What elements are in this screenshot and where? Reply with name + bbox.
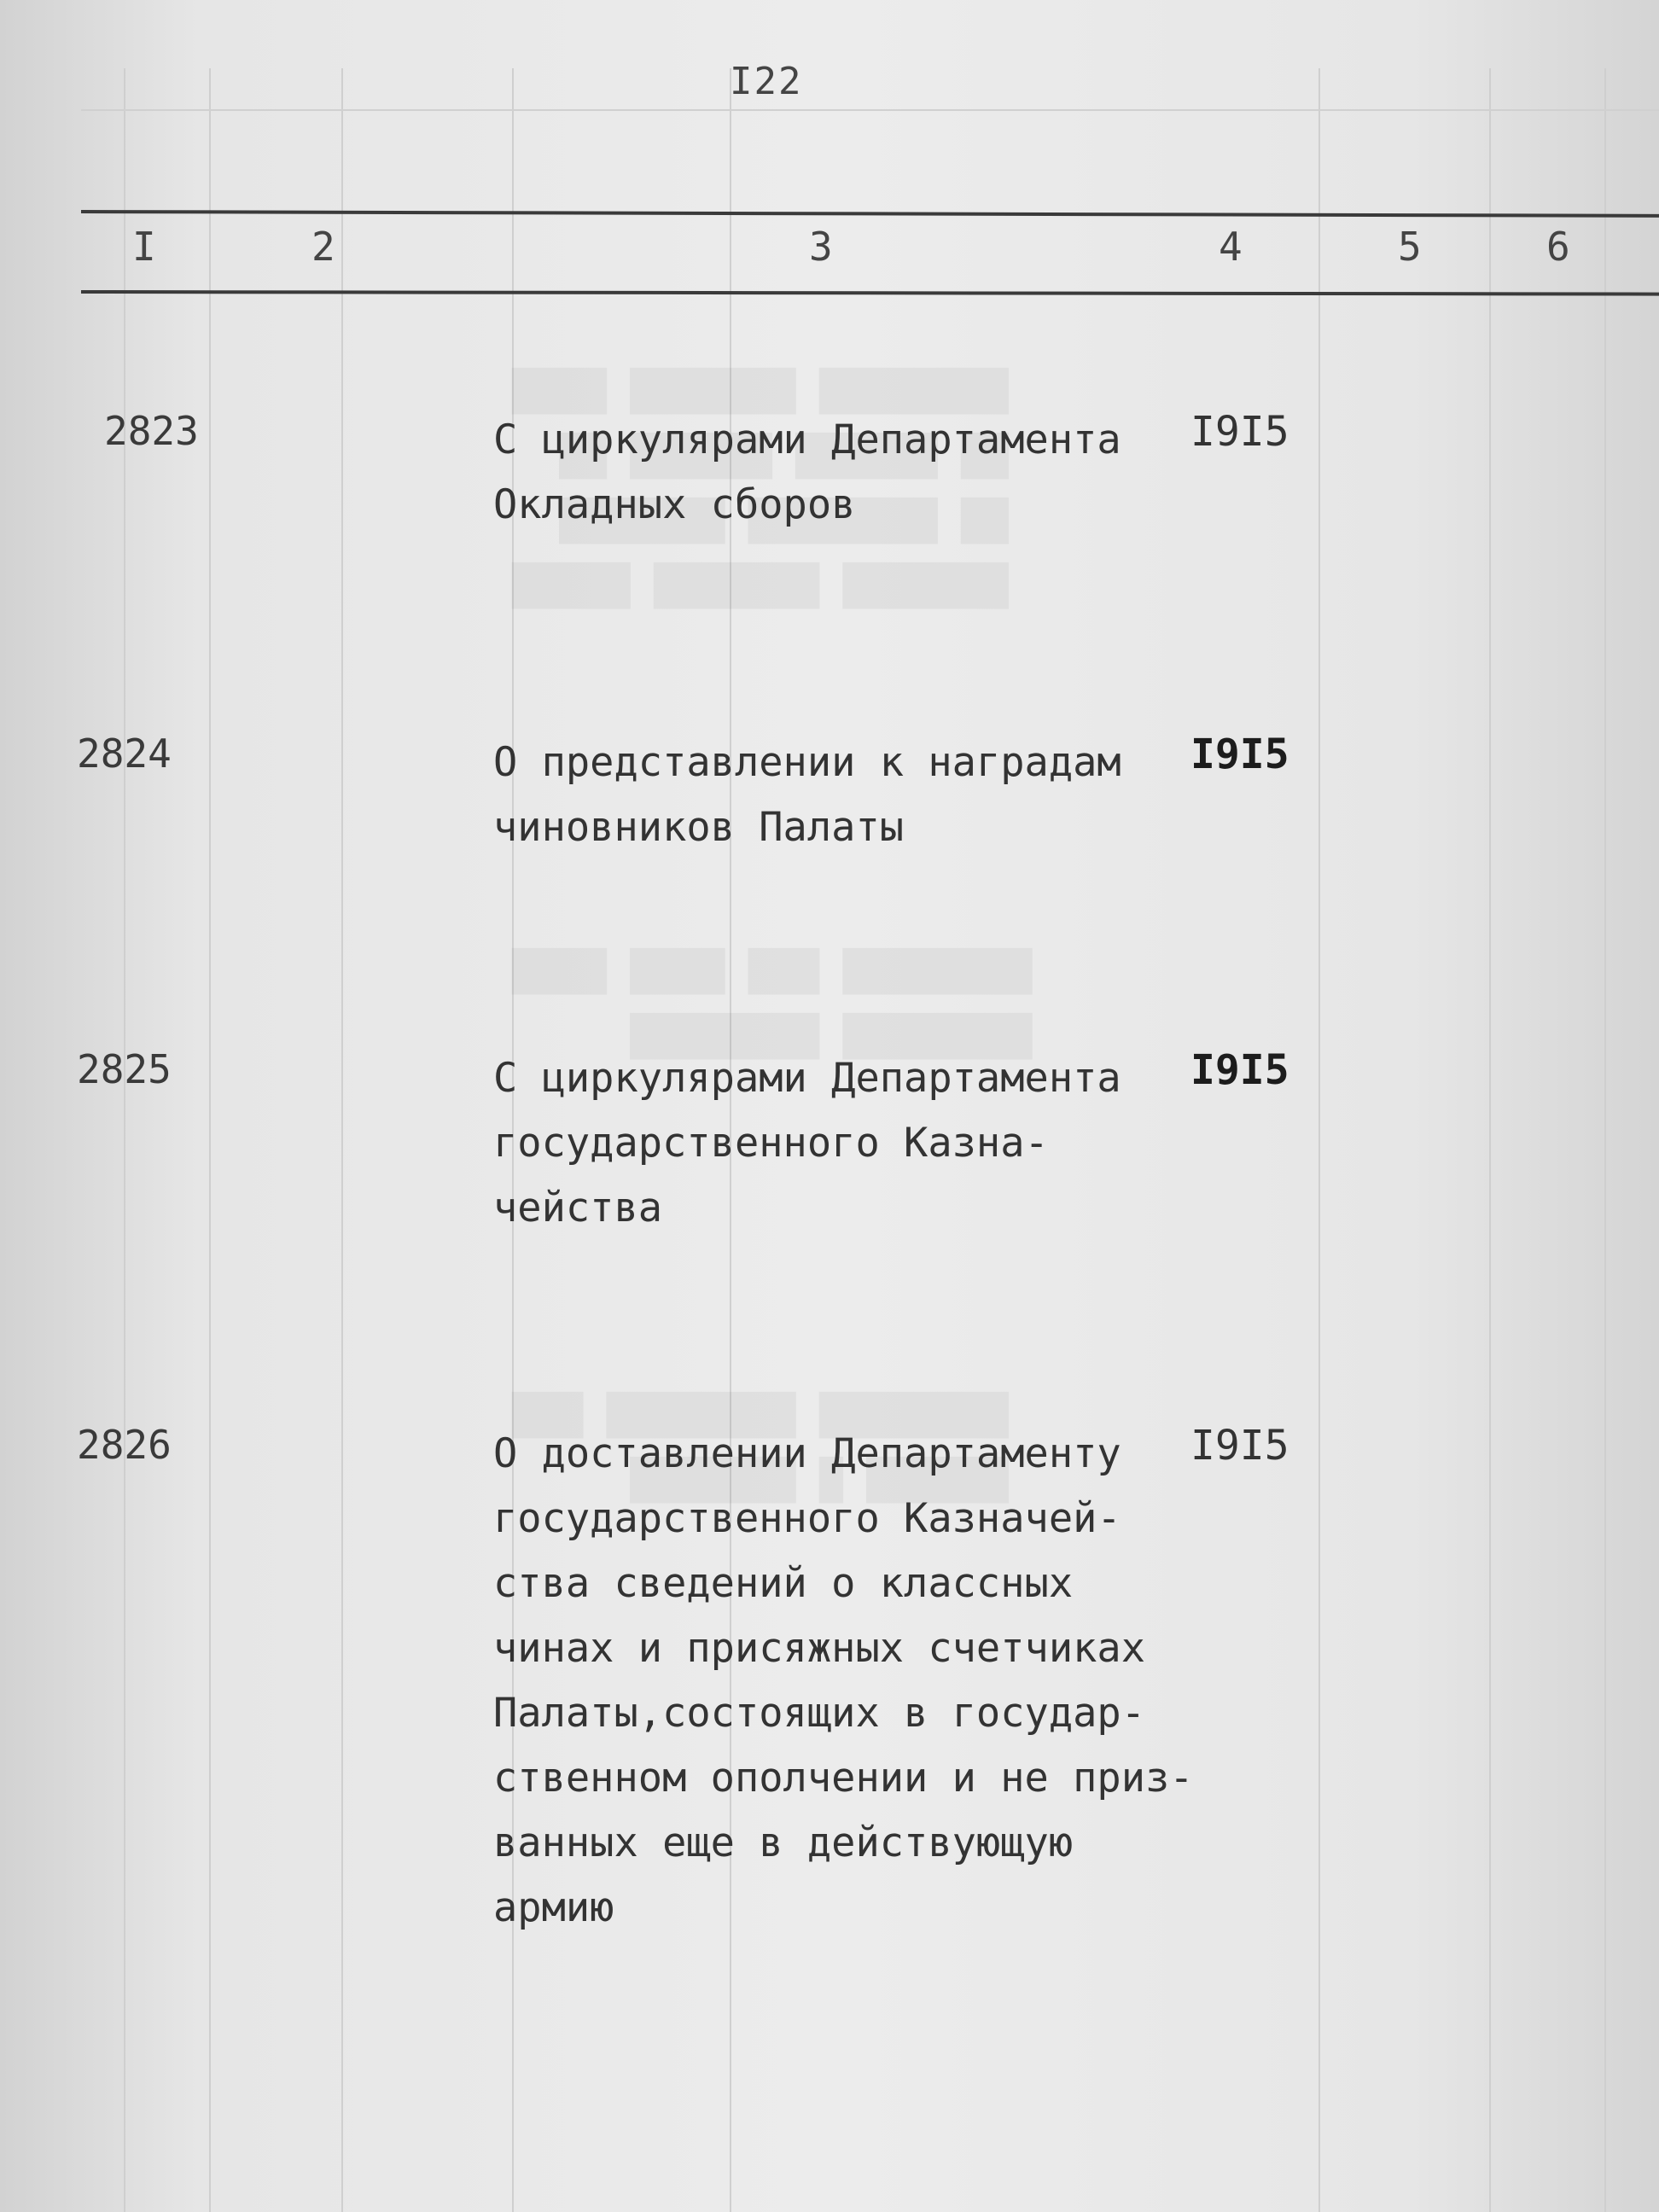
page-number: I22 <box>730 60 803 103</box>
entry-title: О доставлении Департаменту государственного Казначей- ства сведений о классных чинах и присяжных счетчиках Палаты,состоящих в государ- ственном ополчении и не приз- ванных еще в действующую армию <box>493 1430 1194 1931</box>
column-rule <box>1318 68 1320 2212</box>
entry-number: 2826 <box>77 1422 172 1468</box>
entry-title: О представлении к наградам чиновников Палаты <box>493 739 1121 851</box>
entry-year: I9I5 <box>1190 1046 1289 1094</box>
table-header-top-rule <box>81 210 1659 218</box>
entry-year: I9I5 <box>1190 731 1289 778</box>
entry-year: I9I5 <box>1190 1422 1289 1470</box>
column-rule <box>341 68 343 2212</box>
header-rule <box>81 109 1659 111</box>
column-rule <box>1489 68 1491 2212</box>
column-header-1: I <box>132 224 156 270</box>
column-header-3: 3 <box>809 224 833 270</box>
column-rule <box>209 68 211 2212</box>
entry-year: I9I5 <box>1190 408 1289 456</box>
column-header-4: 4 <box>1219 224 1243 270</box>
entry-number: 2825 <box>77 1046 172 1092</box>
column-header-6: 6 <box>1546 224 1570 270</box>
table-header-bottom-rule <box>81 290 1659 296</box>
entry-title: С циркулярами Департамента государственного Казна- чейства <box>493 1055 1121 1231</box>
entry-title: С циркулярами Департамента Окладных сборов <box>493 416 1121 528</box>
column-rule <box>1604 68 1606 2212</box>
entry-number: 2824 <box>77 731 172 777</box>
column-header-2: 2 <box>311 224 335 270</box>
entry-number: 2823 <box>104 408 199 454</box>
column-header-5: 5 <box>1398 224 1422 270</box>
column-rule <box>124 68 125 2212</box>
